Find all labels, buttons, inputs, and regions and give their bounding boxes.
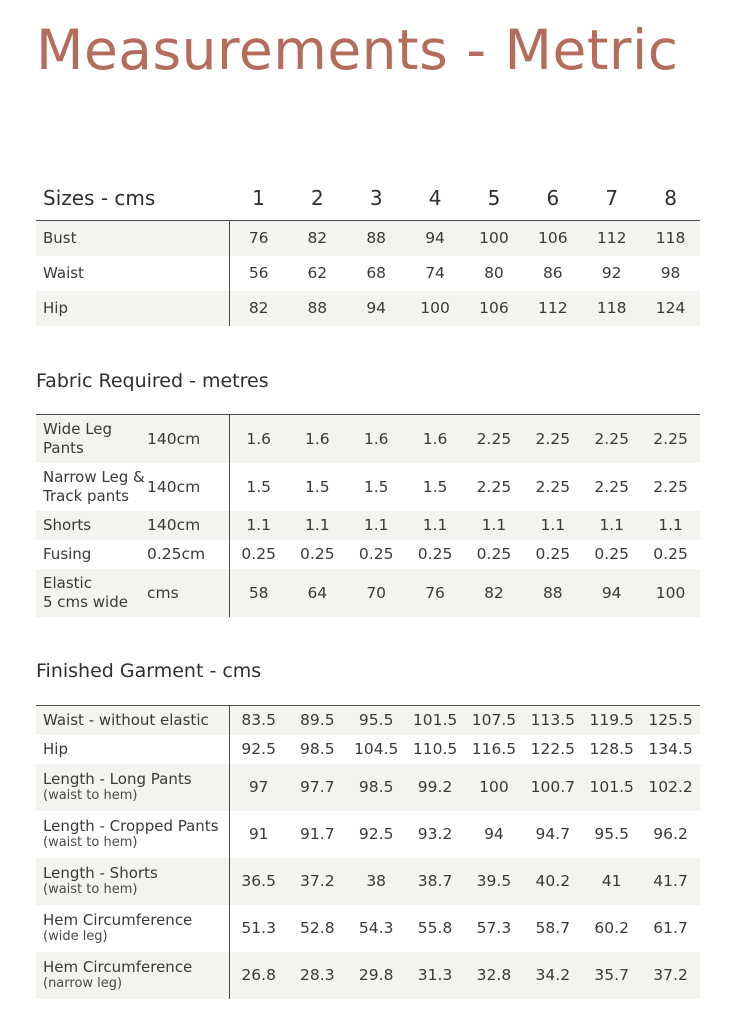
fabric-label [36,415,147,463]
value-cell: 106 [465,291,524,326]
value-cell: 37.2 [641,952,700,999]
value-cell: 110.5 [412,740,458,758]
value-cell: 34.2 [523,952,582,999]
garment-table [36,705,700,999]
table-row [36,706,700,735]
garment-label-main: Length - Cropped Pants [43,816,219,835]
value-cell: 0.25 [241,545,276,563]
fabric-width: 140cm [147,511,229,540]
fabric-label-line2: Track pants [43,486,129,505]
fabric-label-line1: Fusing [43,544,92,563]
value-cell: 100 [465,221,524,256]
value-cell: 2.25 [465,415,524,463]
table-row [36,511,700,540]
table-row [36,256,700,291]
value-cell: 101.5 [582,764,641,811]
value-cell: 92 [601,264,622,282]
fabric-label [36,540,147,569]
value-cell: 1.5 [246,477,272,496]
garment-section-title: Finished Garment - cms [36,660,262,682]
value-cell: 94 [406,221,465,256]
value-cell: 2.25 [523,415,582,463]
size-header-4: 4 [428,186,442,210]
value-cell: 97 [229,764,288,811]
fabric-table [36,414,700,617]
value-cell: 88 [347,221,406,256]
value-cell: 98.5 [300,740,335,758]
value-cell: 1.6 [229,415,288,463]
value-cell: 70 [347,569,406,617]
value-cell: 100 [641,569,700,617]
value-cell: 36.5 [229,858,288,905]
size-header-8: 8 [664,186,677,210]
value-cell: 1.5 [304,477,330,496]
table-row [36,569,700,617]
value-cell: 2.25 [653,477,688,496]
garment-label [36,764,229,811]
table-row [36,463,700,511]
value-cell: 91.7 [300,825,335,843]
table-row [36,764,700,811]
value-cell: 80 [484,264,504,282]
row-label: Bust [36,221,229,256]
value-cell: 134.5 [648,740,693,758]
value-cell: 100 [465,764,524,811]
table-row [36,952,700,999]
value-cell: 86 [542,264,563,282]
garment-label-sub: (waist to hem) [43,882,138,898]
sizes-header-label: Sizes - cms [43,186,156,210]
fabric-label-line1: Wide Leg [43,420,113,438]
value-cell: 118 [641,221,700,256]
value-cell: 112 [582,221,641,256]
value-cell: 55.8 [417,919,453,937]
value-cell: 94 [484,825,504,843]
value-cell: 35.7 [582,952,641,999]
size-header-1: 1 [252,186,265,210]
value-cell: 1.1 [229,511,288,540]
row-label: Waist [36,256,229,291]
value-cell: 94.7 [535,825,571,843]
garment-label-sub: (waist to hem) [43,835,138,851]
value-cell: 61.7 [653,919,688,937]
fabric-section-title: Fabric Required - metres [36,370,269,392]
fabric-label [36,569,147,617]
value-cell: 64 [288,569,347,617]
value-cell: 1.1 [288,511,347,540]
value-cell: 57.3 [476,919,512,937]
value-cell: 89.5 [288,706,347,735]
value-cell: 38 [347,858,406,905]
table-row [36,858,700,905]
table-row [36,811,700,858]
value-cell: 0.25 [358,545,394,563]
fabric-width: 140cm [147,415,229,463]
value-cell: 92.5 [358,825,394,843]
value-cell: 113.5 [523,706,582,735]
value-cell: 93.2 [417,825,453,843]
value-cell: 88 [288,291,347,326]
garment-label [36,706,229,735]
value-cell: 0.25 [417,545,453,563]
table-row [36,415,700,463]
value-cell: 0.25 [653,545,688,563]
garment-label [36,858,229,905]
value-cell: 39.5 [465,858,524,905]
value-cell: 122.5 [530,740,575,758]
garment-label [36,952,229,999]
value-cell: 82 [229,291,288,326]
value-cell: 29.8 [347,952,406,999]
value-cell: 56 [248,264,269,282]
value-cell: 82 [288,221,347,256]
value-cell: 52.8 [300,919,335,937]
value-cell: 1.6 [288,415,347,463]
value-cell: 116.5 [471,740,517,758]
value-cell: 26.8 [229,952,288,999]
value-cell: 125.5 [641,706,700,735]
value-cell: 28.3 [288,952,347,999]
fabric-label [36,463,147,511]
value-cell: 101.5 [406,706,465,735]
value-cell: 94 [582,569,641,617]
value-cell: 107.5 [465,706,524,735]
fabric-label-line1: Elastic [43,573,92,592]
value-cell: 104.5 [354,740,399,758]
value-cell: 2.25 [582,415,641,463]
value-cell: 1.6 [347,415,406,463]
size-header-7: 7 [605,186,619,210]
value-cell: 2.25 [476,477,512,496]
fabric-label-line1: Narrow Leg & [43,467,145,486]
value-cell: 95.5 [594,825,629,843]
table-row [36,291,700,326]
row-label: Hip [36,291,229,326]
value-cell: 40.2 [523,858,582,905]
value-cell: 32.8 [465,952,524,999]
value-cell: 98 [660,264,681,282]
garment-label-main: Hem Circumference [43,957,193,976]
value-cell: 62 [307,264,328,282]
value-cell: 82 [465,569,524,617]
value-cell: 99.2 [406,764,465,811]
value-cell: 1.1 [582,511,641,540]
value-cell: 51.3 [241,919,276,937]
garment-label-main: Hem Circumference [43,910,193,929]
value-cell: 1.1 [406,511,465,540]
sizes-header-row [36,176,700,221]
value-cell: 2.25 [535,477,571,496]
garment-label-sub: (narrow leg) [43,976,123,992]
garment-label [36,811,229,858]
table-row [36,221,700,256]
value-cell: 1.5 [422,477,448,496]
fabric-width: 0.25cm [147,540,229,569]
value-cell: 94 [347,291,406,326]
value-cell: 38.7 [406,858,465,905]
value-cell: 1.6 [406,415,465,463]
value-cell: 96.2 [653,825,688,843]
value-cell: 0.25 [594,545,629,563]
value-cell: 83.5 [229,706,288,735]
value-cell: 0.25 [535,545,571,563]
fabric-label [36,511,147,540]
garment-label-main: Length - Shorts [43,863,158,882]
value-cell: 58 [229,569,288,617]
value-cell: 2.25 [594,477,629,496]
garment-label-sub: (wide leg) [43,929,108,945]
page-title: Measurements - Metric [36,18,679,82]
value-cell: 1.1 [641,511,700,540]
size-header-3: 3 [369,186,383,210]
table-row [36,735,700,764]
value-cell: 95.5 [347,706,406,735]
value-cell: 119.5 [582,706,641,735]
value-cell: 31.3 [406,952,465,999]
garment-label-main: Length - Long Pants [43,769,192,788]
size-header-5: 5 [487,186,501,210]
sizes-table [36,176,700,326]
value-cell: 112 [523,291,582,326]
value-cell: 128.5 [589,740,634,758]
value-cell: 97.7 [288,764,347,811]
table-row [36,905,700,952]
value-cell: 118 [582,291,641,326]
value-cell: 74 [425,264,445,282]
garment-label-sub: (waist to hem) [43,788,138,804]
value-cell: 102.2 [641,764,700,811]
fabric-label-line2: 5 cms wide [43,592,128,611]
value-cell: 100 [406,291,465,326]
value-cell: 1.1 [347,511,406,540]
value-cell: 2.25 [641,415,700,463]
value-cell: 92.5 [241,740,276,758]
value-cell: 124 [641,291,700,326]
value-cell: 106 [523,221,582,256]
value-cell: 0.25 [300,545,335,563]
fabric-label-line2: Pants [43,438,84,457]
size-header-6: 6 [546,186,560,210]
garment-label-main: Hip [43,739,68,758]
value-cell: 91 [248,825,269,843]
value-cell: 76 [229,221,288,256]
value-cell: 60.2 [594,919,629,937]
value-cell: 58.7 [535,919,571,937]
value-cell: 68 [366,264,387,282]
value-cell: 1.1 [523,511,582,540]
fabric-width: 140cm [147,463,229,511]
value-cell: 88 [523,569,582,617]
value-cell: 54.3 [358,919,394,937]
garment-label-main: Waist - without elastic [43,710,209,729]
garment-label [36,735,229,764]
fabric-label-line1: Shorts [43,515,92,534]
value-cell: 41.7 [641,858,700,905]
garment-label [36,905,229,952]
value-cell: 1.5 [363,477,389,496]
fabric-width: cms [147,569,229,617]
value-cell: 76 [406,569,465,617]
value-cell: 0.25 [476,545,512,563]
value-cell: 41 [582,858,641,905]
value-cell: 37.2 [288,858,347,905]
value-cell: 1.1 [465,511,524,540]
value-cell: 100.7 [523,764,582,811]
value-cell: 98.5 [347,764,406,811]
size-header-2: 2 [310,186,324,210]
table-row [36,540,700,569]
